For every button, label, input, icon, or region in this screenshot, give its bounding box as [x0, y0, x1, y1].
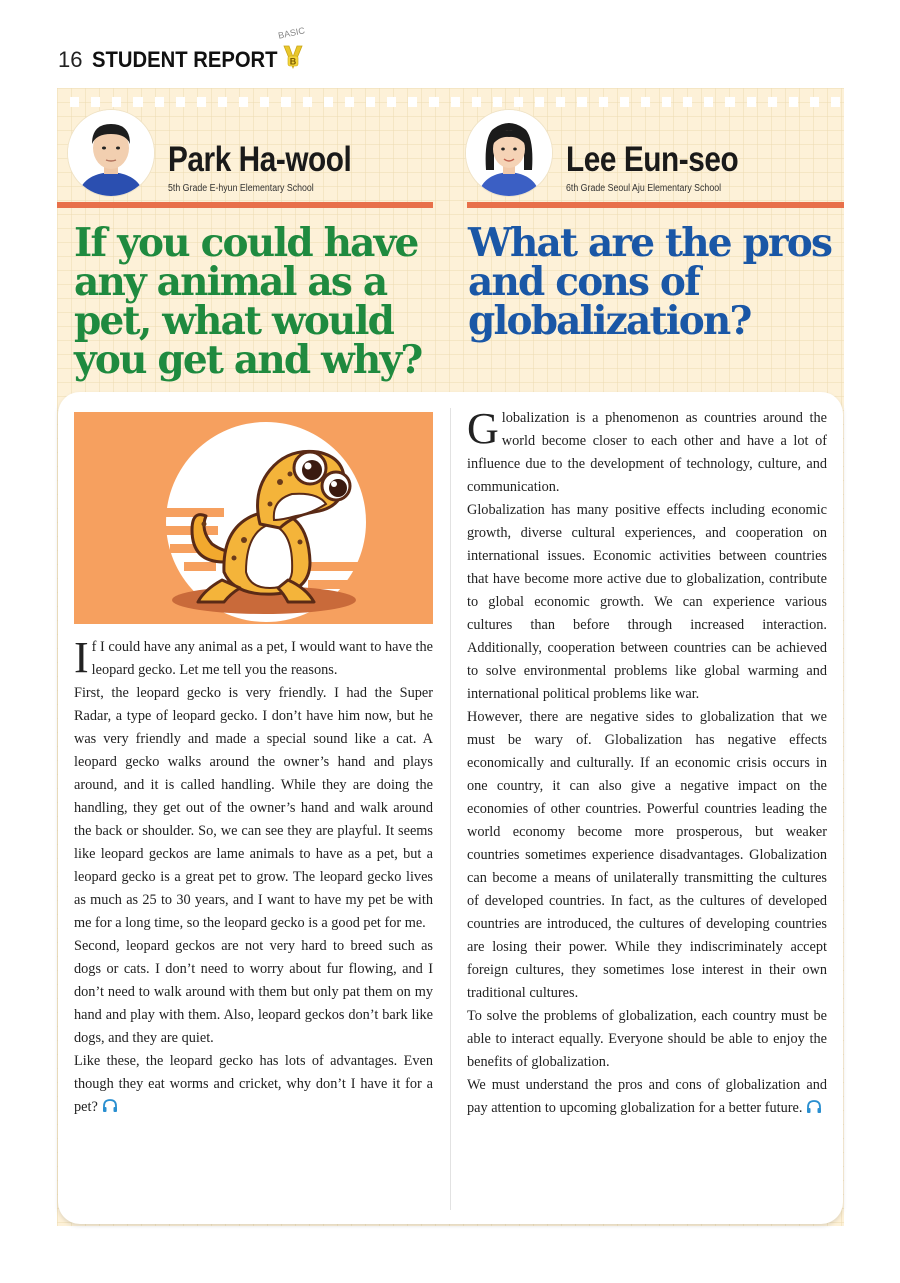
drop-cap: G	[467, 404, 499, 453]
article-left	[74, 633, 433, 1119]
student-name: Lee Eun-seo	[566, 140, 739, 179]
paragraph: Globalization has many positive effects including economic growth, diverse cultural experiences, and cooperation on international issues. Economic activities between countries that have become more active due to globalization, contribute to global economic growth. We can experience various cultures than before through increased interaction. Additionally, cooperation between countries can be achieved to solve environmental problems like global warming and international political problems like war.	[467, 502, 827, 702]
column-divider	[450, 408, 451, 1210]
paragraph: lobalization is a phenomenon as countries around the world become closer to each other and have a lot of influence due to the development of technology, culture, and communication.	[467, 410, 827, 495]
page-header	[58, 25, 306, 80]
v-badge-icon	[276, 25, 312, 76]
student-name: Park Ha-wool	[168, 140, 352, 179]
paragraph: However, there are negative sides to globalization that we must be wary of. Globalization has negative effects economically and culturally. If an economic crisis occurs in one country, it can also give a negative impact on the economies of other countries. Powerful countries leading the world economy become more prosperous, but weaker countries sometimes experience disadvantages. Globalization can become a means of unilaterally transmitting the cultures of developed countries. In fact, as the cultures of developed countries are introduced, the cultures of developing countries are losing their power. While they indiscriminately accept foreign cultures, they sometimes lose interest in their own traditional cultures.	[467, 709, 827, 1001]
paragraph: Second, leopard geckos are not very hard to breed such as dogs or cats. I don’t need to worry about fur flowing, and I don’t need to walk around with them but only pat them on my hand and play with them. Also, leopard geckos don’t bark like dogs, and they are quiet.	[74, 938, 433, 1046]
paragraph-last	[74, 1050, 433, 1119]
accent-rule	[57, 202, 433, 208]
headphones-icon	[806, 1100, 822, 1113]
section-title: STUDENT REPORT	[92, 47, 279, 72]
student-school: 6th Grade Seoul Aju Elementary School	[566, 183, 722, 194]
avatar	[466, 110, 552, 196]
paragraph-last	[467, 1074, 827, 1120]
paragraph: First, the leopard gecko is very friendly. I had the Super Radar, a type of leopard gecko. I don’t have him now, but he was very friendly and made a special sound like a cat. A leopard gecko walks around the owner’s hand and plays around, and it is called handling. While they are doing the handling, they get out of the owner’s hand and walk around the back or shoulder. So, we can see they are playful. It seems like leopard geckos are lame animals to have as a pet, but a leopard gecko is a great pet to grow. The leopard gecko lives as much as 25 to 30 years, and I want to have my pet be with me for a long time, so the leopard gecko is a good pet for me.	[74, 685, 433, 931]
accent-rule	[467, 202, 844, 208]
leopard-gecko-illustration	[74, 412, 433, 624]
avatar	[68, 110, 154, 196]
perforation-strip	[70, 97, 840, 107]
article-right	[467, 404, 827, 1120]
student-school: 5th Grade E-hyun Elementary School	[168, 183, 314, 194]
question-heading-left: If you could have any animal as a pet, what would you get and why?	[74, 220, 422, 383]
question-heading-right: What are the pros and cons of globalization?	[468, 220, 832, 344]
paragraph: To solve the problems of globalization, each country must be able to interact equally. Everyone should be able to enjoy the benefits of globalization.	[467, 1008, 827, 1070]
paragraph-text: We must understand the pros and cons of globalization and pay attention to upcoming globalization for a better future.	[467, 1077, 827, 1116]
drop-cap: I	[74, 633, 89, 682]
page-number: 16	[58, 47, 83, 72]
paragraph-text: Like these, the leopard gecko has lots of advantages. Even though they eat worms and cricket, why don’t I have it for a pet?	[74, 1053, 433, 1115]
level-word: BASIC	[277, 25, 306, 41]
headphones-icon	[102, 1099, 118, 1112]
paragraph: f I could have any animal as a pet, I would want to have the leopard gecko. Let me tell you the reasons.	[91, 639, 433, 678]
level-letter: B	[289, 56, 297, 67]
